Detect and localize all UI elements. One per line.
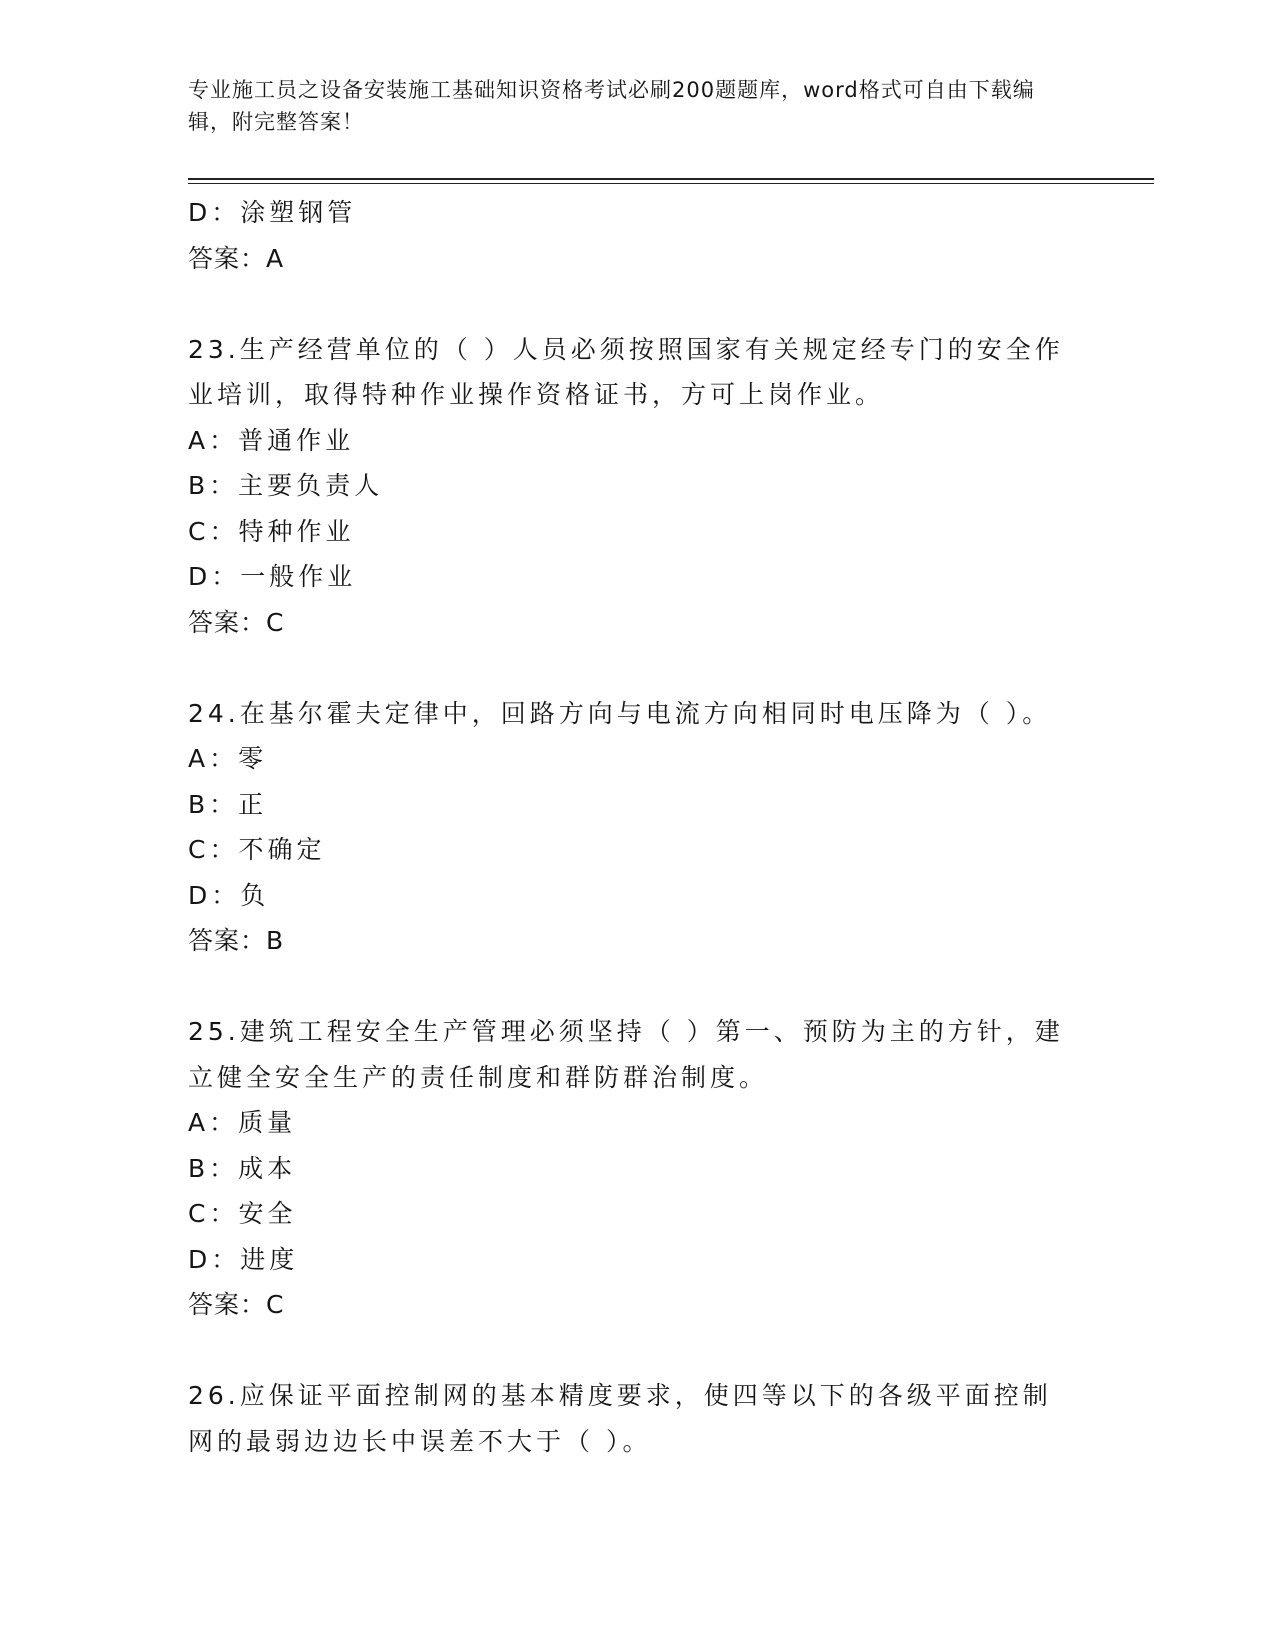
question-block: [188, 1009, 1088, 1328]
option-a: A：质量: [188, 1108, 297, 1137]
option-c: C：特种作业: [188, 516, 355, 546]
option-c: C：安全: [188, 1199, 297, 1228]
option-b: B：成本: [188, 1153, 297, 1183]
header-divider-bottom: [188, 183, 1154, 184]
spacer: [188, 1328, 1088, 1374]
answer-line: 答案：C: [188, 1290, 285, 1319]
question-block: [188, 327, 1088, 646]
question-block: [188, 1373, 1088, 1464]
question-text: 23.生产经营单位的（ ）人员必须按照国家有关规定经专门的安全作业培训，取得特种作业操作资格证书，方可上岗作业。: [188, 334, 1064, 409]
spacer: [188, 964, 1088, 1010]
question-text: 26.应保证平面控制网的基本精度要求，使四等以下的各级平面控制网的最弱边边长中误差不大于（ ）。: [188, 1381, 1052, 1456]
spacer: [188, 645, 1088, 691]
question-list: [188, 190, 1088, 1464]
spacer: [188, 281, 1088, 327]
option-a: A：零: [188, 744, 268, 773]
question-block: [188, 190, 1088, 281]
option-c: C：不确定: [188, 835, 326, 864]
question-block: [188, 691, 1088, 964]
option-d: D：负: [188, 880, 270, 910]
option-d: D：涂塑钢管: [188, 198, 357, 227]
option-d: D：一般作业: [188, 562, 357, 591]
option-b: B：主要负责人: [188, 471, 384, 500]
answer-line: 答案：C: [188, 607, 285, 637]
answer-line: 答案：A: [188, 243, 285, 273]
option-a: A：普通作业: [188, 425, 355, 455]
answer-line: 答案：B: [188, 926, 285, 955]
document-header: 专业施工员之设备安装施工基础知识资格考试必刷200题题库，word格式可自由下载编辑，附完整答案！: [188, 78, 1035, 134]
option-b: B：正: [188, 789, 268, 819]
question-text: 25.建筑工程安全生产管理必须坚持（ ）第一、预防为主的方针，建立健全安全生产的责任制度和群防群治制度。: [188, 1017, 1064, 1092]
question-text: 24.在基尔霍夫定律中，回路方向与电流方向相同时电压降为（ ）。: [188, 698, 1052, 728]
header-divider-top: [188, 178, 1154, 180]
option-d: D：进度: [188, 1244, 299, 1274]
